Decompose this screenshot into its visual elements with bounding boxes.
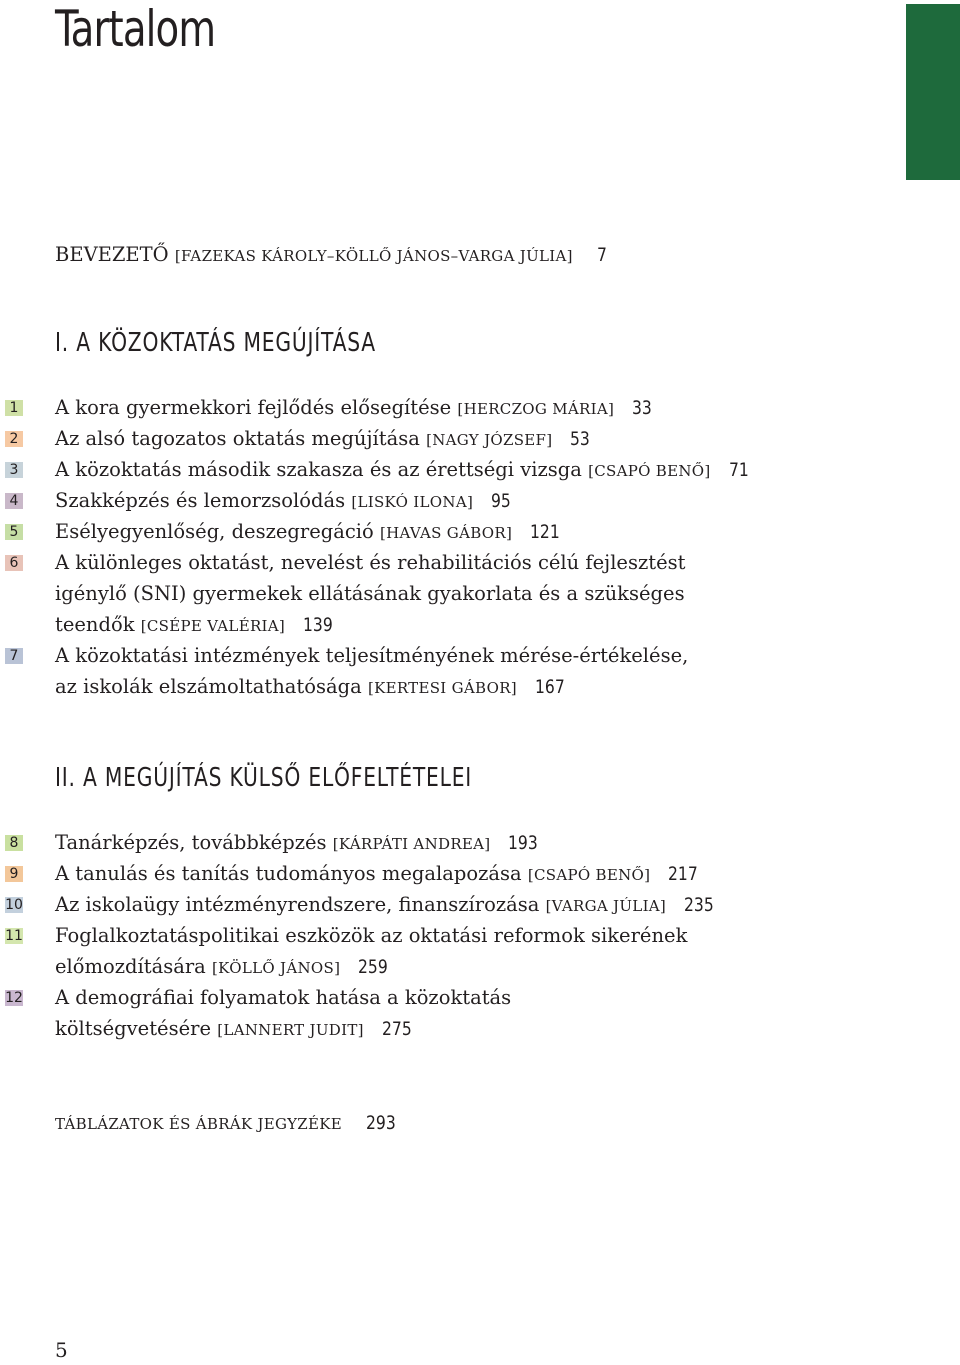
chapter-entry[interactable]: [55, 1013, 418, 1046]
chapter-page: 217: [668, 863, 699, 885]
chapter-title: A kora gyermekkori fejlődés elősegítése: [55, 396, 452, 419]
chapter-number: 8: [5, 835, 23, 851]
chapter-entry[interactable]: [55, 516, 566, 549]
chapter-title: igénylő (SNI) gyermekek ellátásának gyakorlata és a szükséges: [55, 582, 685, 605]
section-2-heading: II. A MEGÚJÍTÁS KÜLSŐ ELŐFELTÉTELEI: [55, 763, 473, 793]
intro-page: 7: [597, 244, 607, 266]
chapter-page: 121: [530, 521, 560, 543]
chapter-title: A különleges oktatást, nevelést és rehabilitációs célú fejlesztést: [55, 551, 686, 574]
chapter-authors: [CSÉPE VALÉRIA]: [140, 617, 286, 635]
chapter-entry[interactable]: [55, 951, 395, 984]
appendix-entry[interactable]: [55, 1107, 402, 1140]
chapter-page: 95: [491, 490, 511, 512]
chapter-entry[interactable]: [55, 454, 753, 487]
chapter-title: Tanárképzés, továbbképzés: [55, 831, 327, 854]
chapter-number: 3: [5, 462, 23, 478]
chapter-title: A közoktatási intézmények teljesítményének mérése-értékelése,: [55, 644, 689, 667]
chapter-authors: [LISKÓ ILONA]: [351, 493, 474, 511]
chapter-authors: [NAGY JÓZSEF]: [426, 431, 553, 449]
chapter-entry[interactable]: [55, 609, 339, 642]
chapter-page: 33: [632, 397, 652, 419]
chapter-page: 71: [728, 459, 749, 481]
chapter-title: Szakképzés és lemorzsolódás: [55, 489, 346, 512]
chapter-authors: [KÁRPÁTI ANDREA]: [332, 835, 491, 853]
chapter-authors: [HAVAS GÁBOR]: [379, 524, 513, 542]
chapter-title: Az iskolaügy intézményrendszere, finanszírozása: [55, 893, 540, 916]
chapter-entry[interactable]: [55, 485, 515, 518]
chapter-number: 1: [5, 400, 23, 416]
chapter-number: 11: [5, 928, 23, 944]
chapter-number: 10: [5, 897, 23, 913]
chapter-entry[interactable]: [55, 858, 705, 891]
chapter-page: 139: [303, 614, 333, 636]
chapter-number: 4: [5, 493, 23, 509]
intro-authors: [FAZEKAS KÁROLY–KÖLLŐ JÁNOS–VARGA JÚLIA]: [174, 247, 573, 265]
green-section-tab: [906, 4, 960, 180]
intro-entry[interactable]: [55, 239, 609, 272]
chapter-title: Az alsó tagozatos oktatás megújítása: [55, 427, 420, 450]
chapter-title: Foglalkoztatáspolitikai eszközök az oktatási reformok sikerének: [55, 924, 688, 947]
chapter-entry[interactable]: [55, 982, 511, 1013]
chapter-entry[interactable]: [55, 392, 656, 425]
chapter-entry[interactable]: [55, 920, 687, 951]
chapter-title: teendők: [55, 613, 135, 636]
chapter-entry[interactable]: [55, 671, 571, 704]
chapter-page: 167: [534, 676, 565, 698]
chapter-entry[interactable]: [55, 578, 685, 609]
chapter-authors: [HERCZOG MÁRIA]: [457, 400, 615, 418]
chapter-authors: [KÖLLŐ JÁNOS]: [212, 959, 341, 977]
chapter-number: 9: [5, 866, 23, 882]
chapter-number: 5: [5, 524, 23, 540]
chapter-title: előmozdítására: [55, 955, 206, 978]
chapter-title: költségvetésére: [55, 1017, 211, 1040]
chapter-entry[interactable]: [55, 827, 545, 860]
appendix-label: TÁBLÁZATOK ÉS ÁBRÁK JEGYZÉKE: [55, 1115, 343, 1133]
chapter-authors: [LANNERT JUDIT]: [217, 1021, 364, 1039]
chapter-authors: [CSAPÓ BENŐ]: [588, 462, 711, 480]
chapter-authors: [KERTESI GÁBOR]: [367, 679, 517, 697]
appendix-page: 293: [366, 1112, 396, 1134]
intro-label: BEVEZETŐ: [55, 243, 169, 266]
chapter-number: 2: [5, 431, 23, 447]
chapter-title: Esélyegyenlőség, deszegregáció: [55, 520, 374, 543]
chapter-page: 53: [570, 428, 591, 450]
chapter-page: 259: [358, 956, 388, 978]
chapter-authors: [VARGA JÚLIA]: [545, 897, 667, 915]
chapter-number: 7: [5, 648, 23, 664]
chapter-page: 193: [508, 832, 539, 854]
chapter-entry[interactable]: [55, 423, 595, 456]
chapter-page: 275: [381, 1018, 412, 1040]
chapter-entry[interactable]: [55, 640, 688, 671]
section-1-heading: I. A KÖZOKTATÁS MEGÚJÍTÁSA: [55, 328, 376, 358]
chapter-page: 235: [684, 894, 714, 916]
page-number: 5: [55, 1338, 68, 1362]
chapter-title: az iskolák elszámoltathatósága: [55, 675, 362, 698]
chapter-entry[interactable]: [55, 889, 720, 922]
page-title: Tartalom: [55, 0, 216, 58]
chapter-authors: [CSAPÓ BENŐ]: [527, 866, 651, 884]
chapter-entry[interactable]: [55, 547, 685, 578]
chapter-title: A demográfiai folyamatok hatása a közoktatás: [55, 986, 512, 1009]
chapter-number: 6: [5, 555, 23, 571]
chapter-title: A közoktatás második szakasza és az érettségi vizsga: [55, 458, 582, 481]
chapter-number: 12: [5, 990, 23, 1006]
chapter-title: A tanulás és tanítás tudományos megalapozása: [55, 862, 522, 885]
